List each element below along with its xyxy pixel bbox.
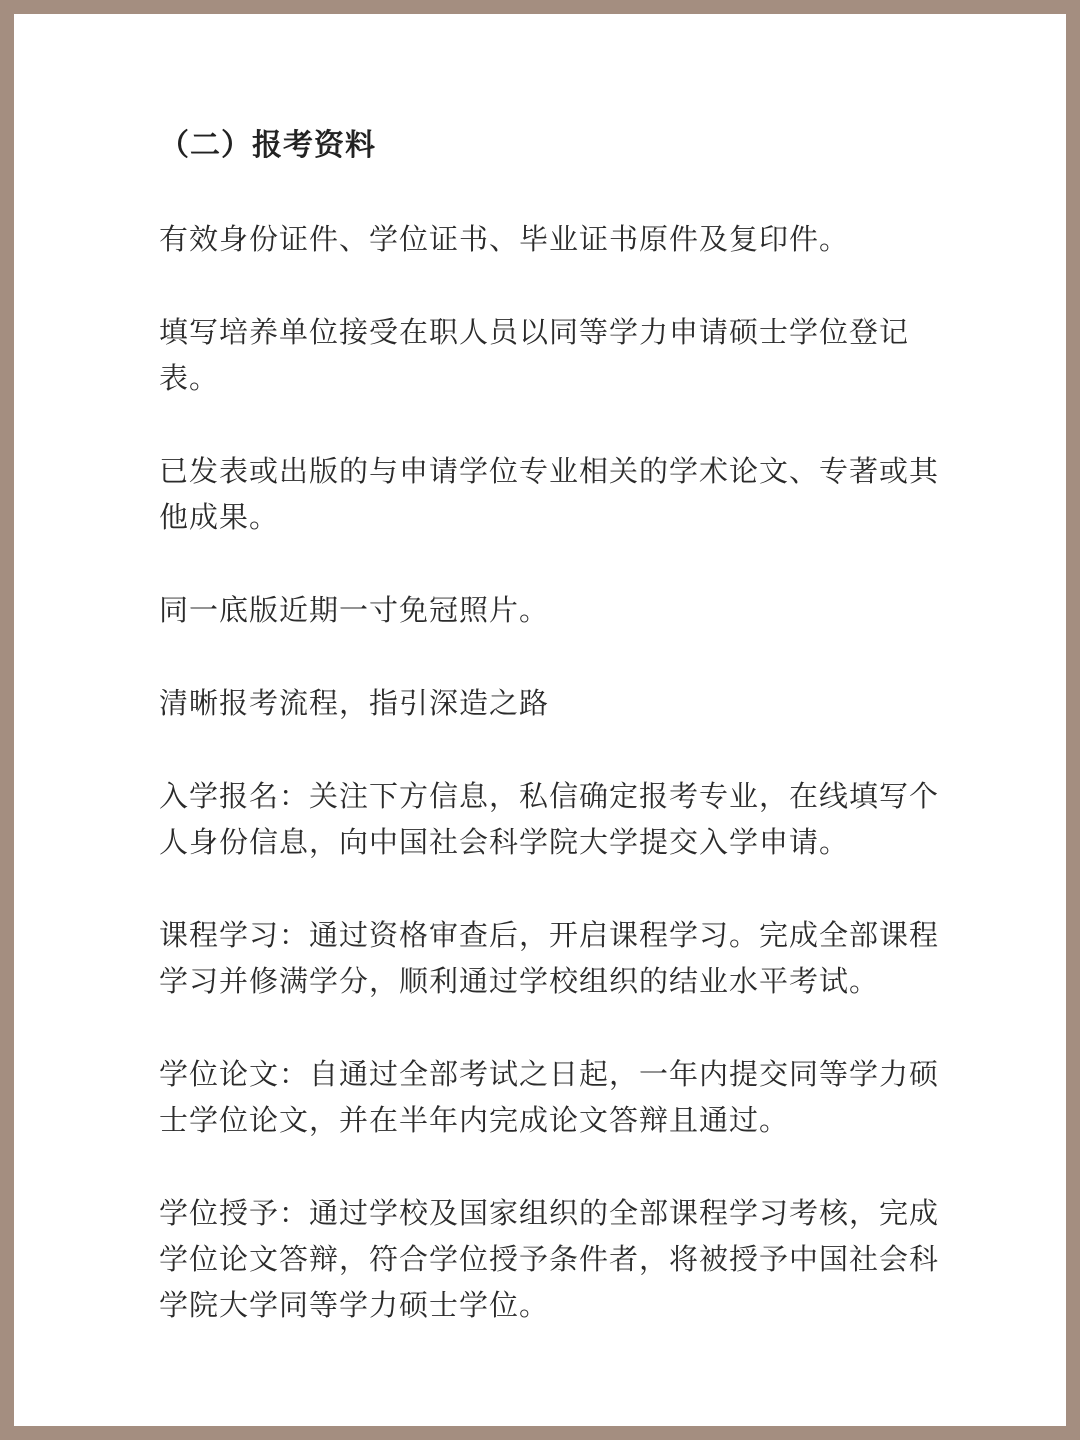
paragraph-enrollment: 入学报名：关注下方信息，私信确定报考专业，在线填写个人身份信息，向中国社会科学院大学提交入学申请。 (159, 779, 940, 859)
paragraph-process-intro: 清晰报考流程，指引深造之路 (159, 686, 550, 720)
paragraph-photo: 同一底版近期一寸免冠照片。 (159, 593, 550, 627)
section-heading: （二）报考资料 (159, 128, 376, 163)
paragraph-degree-award: 学位授予：通过学校及国家组织的全部课程学习考核，完成学位论文答辩，符合学位授予条件者，将被授予中国社会科学院大学同等学力硕士学位。 (159, 1196, 940, 1322)
paragraph-thesis: 学位论文：自通过全部考试之日起，一年内提交同等学力硕士学位论文，并在半年内完成论文答辩且通过。 (159, 1057, 940, 1137)
paragraph-registration-form: 填写培养单位接受在职人员以同等学力申请硕士学位登记表。 (159, 315, 910, 395)
content-card (14, 14, 1066, 1426)
paragraph-documents: 有效身份证件、学位证书、毕业证书原件及复印件。 (159, 222, 850, 256)
paragraph-publications: 已发表或出版的与申请学位专业相关的学术论文、专著或其他成果。 (159, 454, 940, 534)
paragraph-course-study: 课程学习：通过资格审查后，开启课程学习。完成全部课程学习并修满学分，顺利通过学校组织的结业水平考试。 (159, 918, 940, 998)
article-body (159, 122, 959, 1375)
